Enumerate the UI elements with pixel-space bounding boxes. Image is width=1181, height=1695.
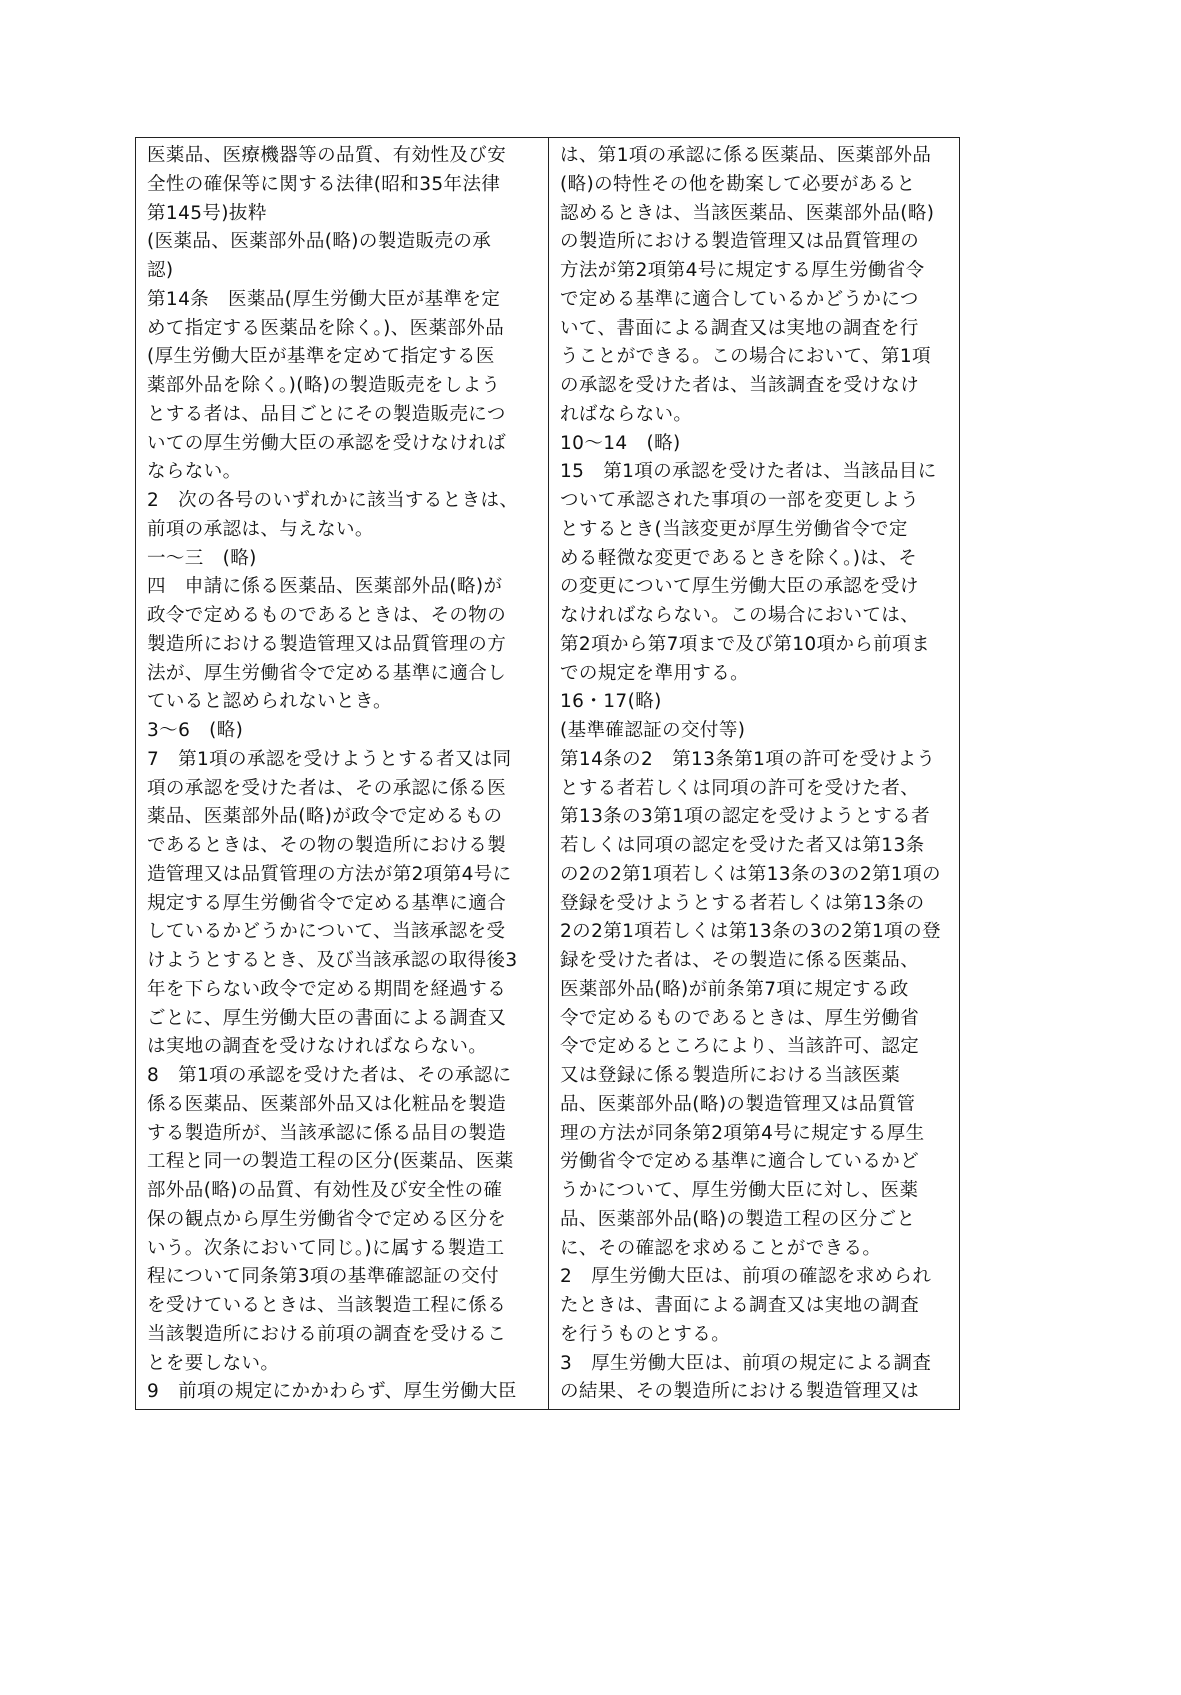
text-line: 16・17(略)	[560, 691, 662, 713]
text-line: は、第1項の承認に係る医薬品、医薬部外品	[560, 145, 932, 166]
text-line: の承認を受けた者は、当該調査を受けなけ	[560, 375, 920, 396]
text-line: 全性の確保等に関する法律(昭和35年法律	[147, 173, 501, 195]
text-line: 品、医薬部外品(略)の製造工程の区分ごと	[560, 1208, 916, 1230]
right-column	[549, 138, 959, 1409]
text-line: 第2項から第7項まで及び第10項から前項ま	[560, 633, 930, 655]
text-line: 15 第1項の承認を受けた者は、当該品目に	[560, 461, 937, 483]
text-line: なければならない。この場合においては、	[560, 605, 920, 626]
text-line: の結果、その製造所における製造管理又は	[560, 1381, 920, 1403]
text-line: を受けているときは、当該製造工程に係る	[147, 1295, 507, 1316]
text-line: (基準確認証の交付等)	[560, 720, 746, 741]
text-line: ならない。	[147, 461, 242, 483]
text-line: 登録を受けようとする者若しくは第13条の	[560, 892, 925, 914]
text-line: 理の方法が同条第2項第4号に規定する厚生	[560, 1122, 925, 1144]
text-line: 製造所における製造管理又は品質管理の方	[147, 633, 507, 655]
text-line: 係る医薬品、医薬部外品又は化粧品を製造	[147, 1093, 507, 1115]
text-line: 令で定めるところにより、当該許可、認定	[560, 1036, 920, 1058]
text-line: に、その確認を求めることができる。	[560, 1237, 882, 1259]
text-line: 3 厚生労働大臣は、前項の規定による調査	[560, 1352, 932, 1374]
text-line: うことができる。この場合において、第1項	[560, 346, 931, 368]
left-column	[136, 138, 549, 1409]
text-line: 若しくは同項の認定を受けた者又は第13条	[560, 835, 925, 856]
text-line: 3～6 (略)	[147, 720, 244, 741]
text-line: めて指定する医薬品を除く。)、医薬部外品	[147, 317, 505, 339]
text-line: する製造所が、当該承認に係る品目の製造	[147, 1122, 507, 1144]
text-line: は実地の調査を受けなければならない。	[147, 1036, 488, 1058]
text-line: とする者は、品目ごとにその製造販売につ	[147, 403, 506, 425]
text-line: とする者若しくは同項の許可を受けた者、	[560, 777, 920, 799]
text-line: いての厚生労働大臣の承認を受けなければ	[147, 432, 507, 454]
text-line: 政令で定めるものであるときは、その物の	[147, 605, 507, 626]
text-line: ればならない。	[560, 403, 693, 425]
text-line: 保の観点から厚生労働省令で定める区分を	[147, 1208, 507, 1230]
text-line: 規定する厚生労働省令で定める基準に適合	[147, 892, 507, 914]
text-line: うかについて、厚生労働大臣に対し、医薬	[560, 1180, 919, 1201]
text-line: いう。次条において同じ。)に属する製造工	[147, 1237, 505, 1259]
text-line: 認)	[147, 260, 174, 281]
text-line: 7 第1項の承認を受けようとする者又は同	[147, 748, 512, 770]
text-line: の製造所における製造管理又は品質管理の	[560, 231, 920, 253]
text-line: 2の2第1項若しくは第13条の3の2第1項の登	[560, 921, 941, 943]
text-line: 部外品(略)の品質、有効性及び安全性の確	[147, 1180, 503, 1201]
text-line: 一～三 (略)	[147, 547, 257, 569]
text-line: ごとに、厚生労働大臣の書面による調査又	[147, 1007, 507, 1029]
text-line: 前項の承認は、与えない。	[147, 518, 374, 540]
text-line: を行うものとする。	[560, 1323, 731, 1345]
text-line: 四 申請に係る医薬品、医薬部外品(略)が	[147, 576, 503, 598]
text-line: 令で定めるものであるときは、厚生労働省	[560, 1007, 920, 1029]
text-line: (厚生労働大臣が基準を定めて指定する医	[147, 346, 495, 368]
text-line: ついて承認された事項の一部を変更しよう	[560, 490, 920, 511]
text-line: 8 第1項の承認を受けた者は、その承認に	[147, 1065, 512, 1086]
text-line: いて、書面による調査又は実地の調査を行	[560, 317, 919, 339]
text-line: ていると認められないとき。	[147, 691, 392, 713]
text-line: 第13条の3第1項の認定を受けようとする者	[560, 806, 930, 828]
text-line: 第145号)抜粋	[147, 202, 267, 224]
text-line: での規定を準用する。	[560, 662, 750, 684]
text-line: の2の2第1項若しくは第13条の3の2第1項の	[560, 863, 941, 885]
text-line: 第14条 医薬品(厚生労働大臣が基準を定	[147, 288, 501, 310]
text-line: 当該製造所における前項の調査を受けるこ	[147, 1323, 507, 1345]
text-line: とするとき(当該変更が厚生労働省令で定	[560, 518, 908, 540]
text-line: 2 次の各号のいずれかに該当するときは、	[147, 490, 519, 511]
text-line: 造管理又は品質管理の方法が第2項第4号に	[147, 863, 512, 885]
text-line: 労働省令で定める基準に適合しているかど	[560, 1151, 920, 1173]
text-line: 認めるときは、当該医薬品、医薬部外品(略)	[560, 202, 935, 224]
text-line: 年を下らない政令で定める期間を経過する	[147, 978, 507, 1000]
text-line: 法が、厚生労働省令で定める基準に適合し	[147, 662, 507, 684]
text-line: 医薬品、医療機器等の品質、有効性及び安	[147, 145, 507, 166]
text-line: 10～14 (略)	[560, 432, 681, 454]
text-line: 又は登録に係る製造所における当該医薬	[560, 1065, 901, 1086]
text-line: しているかどうかについて、当該承認を受	[147, 921, 506, 943]
text-line: 薬部外品を除く。)(略)の製造販売をしよう	[147, 375, 501, 396]
text-line: 9 前項の規定にかかわらず、厚生労働大臣	[147, 1381, 517, 1403]
text-line: 2 厚生労働大臣は、前項の確認を求められ	[560, 1266, 932, 1288]
text-line: たときは、書面による調査又は実地の調査	[560, 1295, 920, 1316]
text-line: (略)の特性その他を勘案して必要があると	[560, 173, 916, 195]
text-line: とを要しない。	[147, 1352, 280, 1374]
text-line: 工程と同一の製造工程の区分(医薬品、医薬	[147, 1151, 514, 1173]
law-excerpt-table	[135, 137, 960, 1410]
text-line: の変更について厚生労働大臣の承認を受け	[560, 576, 919, 598]
text-line: 録を受けた者は、その製造に係る医薬品、	[560, 950, 920, 971]
text-line: であるときは、その物の製造所における製	[147, 835, 507, 856]
text-line: める軽微な変更であるときを除く。)は、そ	[560, 547, 918, 569]
text-line: 第14条の2 第13条第1項の許可を受けよう	[560, 748, 936, 770]
text-line: 薬品、医薬部外品(略)が政令で定めるもの	[147, 806, 503, 828]
text-line: けようとするとき、及び当該承認の取得後3	[147, 950, 518, 971]
text-line: 項の承認を受けた者は、その承認に係る医	[147, 777, 507, 799]
text-line: 程について同条第3項の基準確認証の交付	[147, 1266, 500, 1288]
text-line: 医薬部外品(略)が前条第7項に規定する政	[560, 978, 909, 1000]
text-line: で定める基準に適合しているかどうかにつ	[560, 288, 919, 310]
text-line: 方法が第2項第4号に規定する厚生労働省令	[560, 260, 925, 281]
text-line: 品、医薬部外品(略)の製造管理又は品質管	[560, 1093, 916, 1115]
text-line: (医薬品、医薬部外品(略)の製造販売の承	[147, 231, 492, 253]
